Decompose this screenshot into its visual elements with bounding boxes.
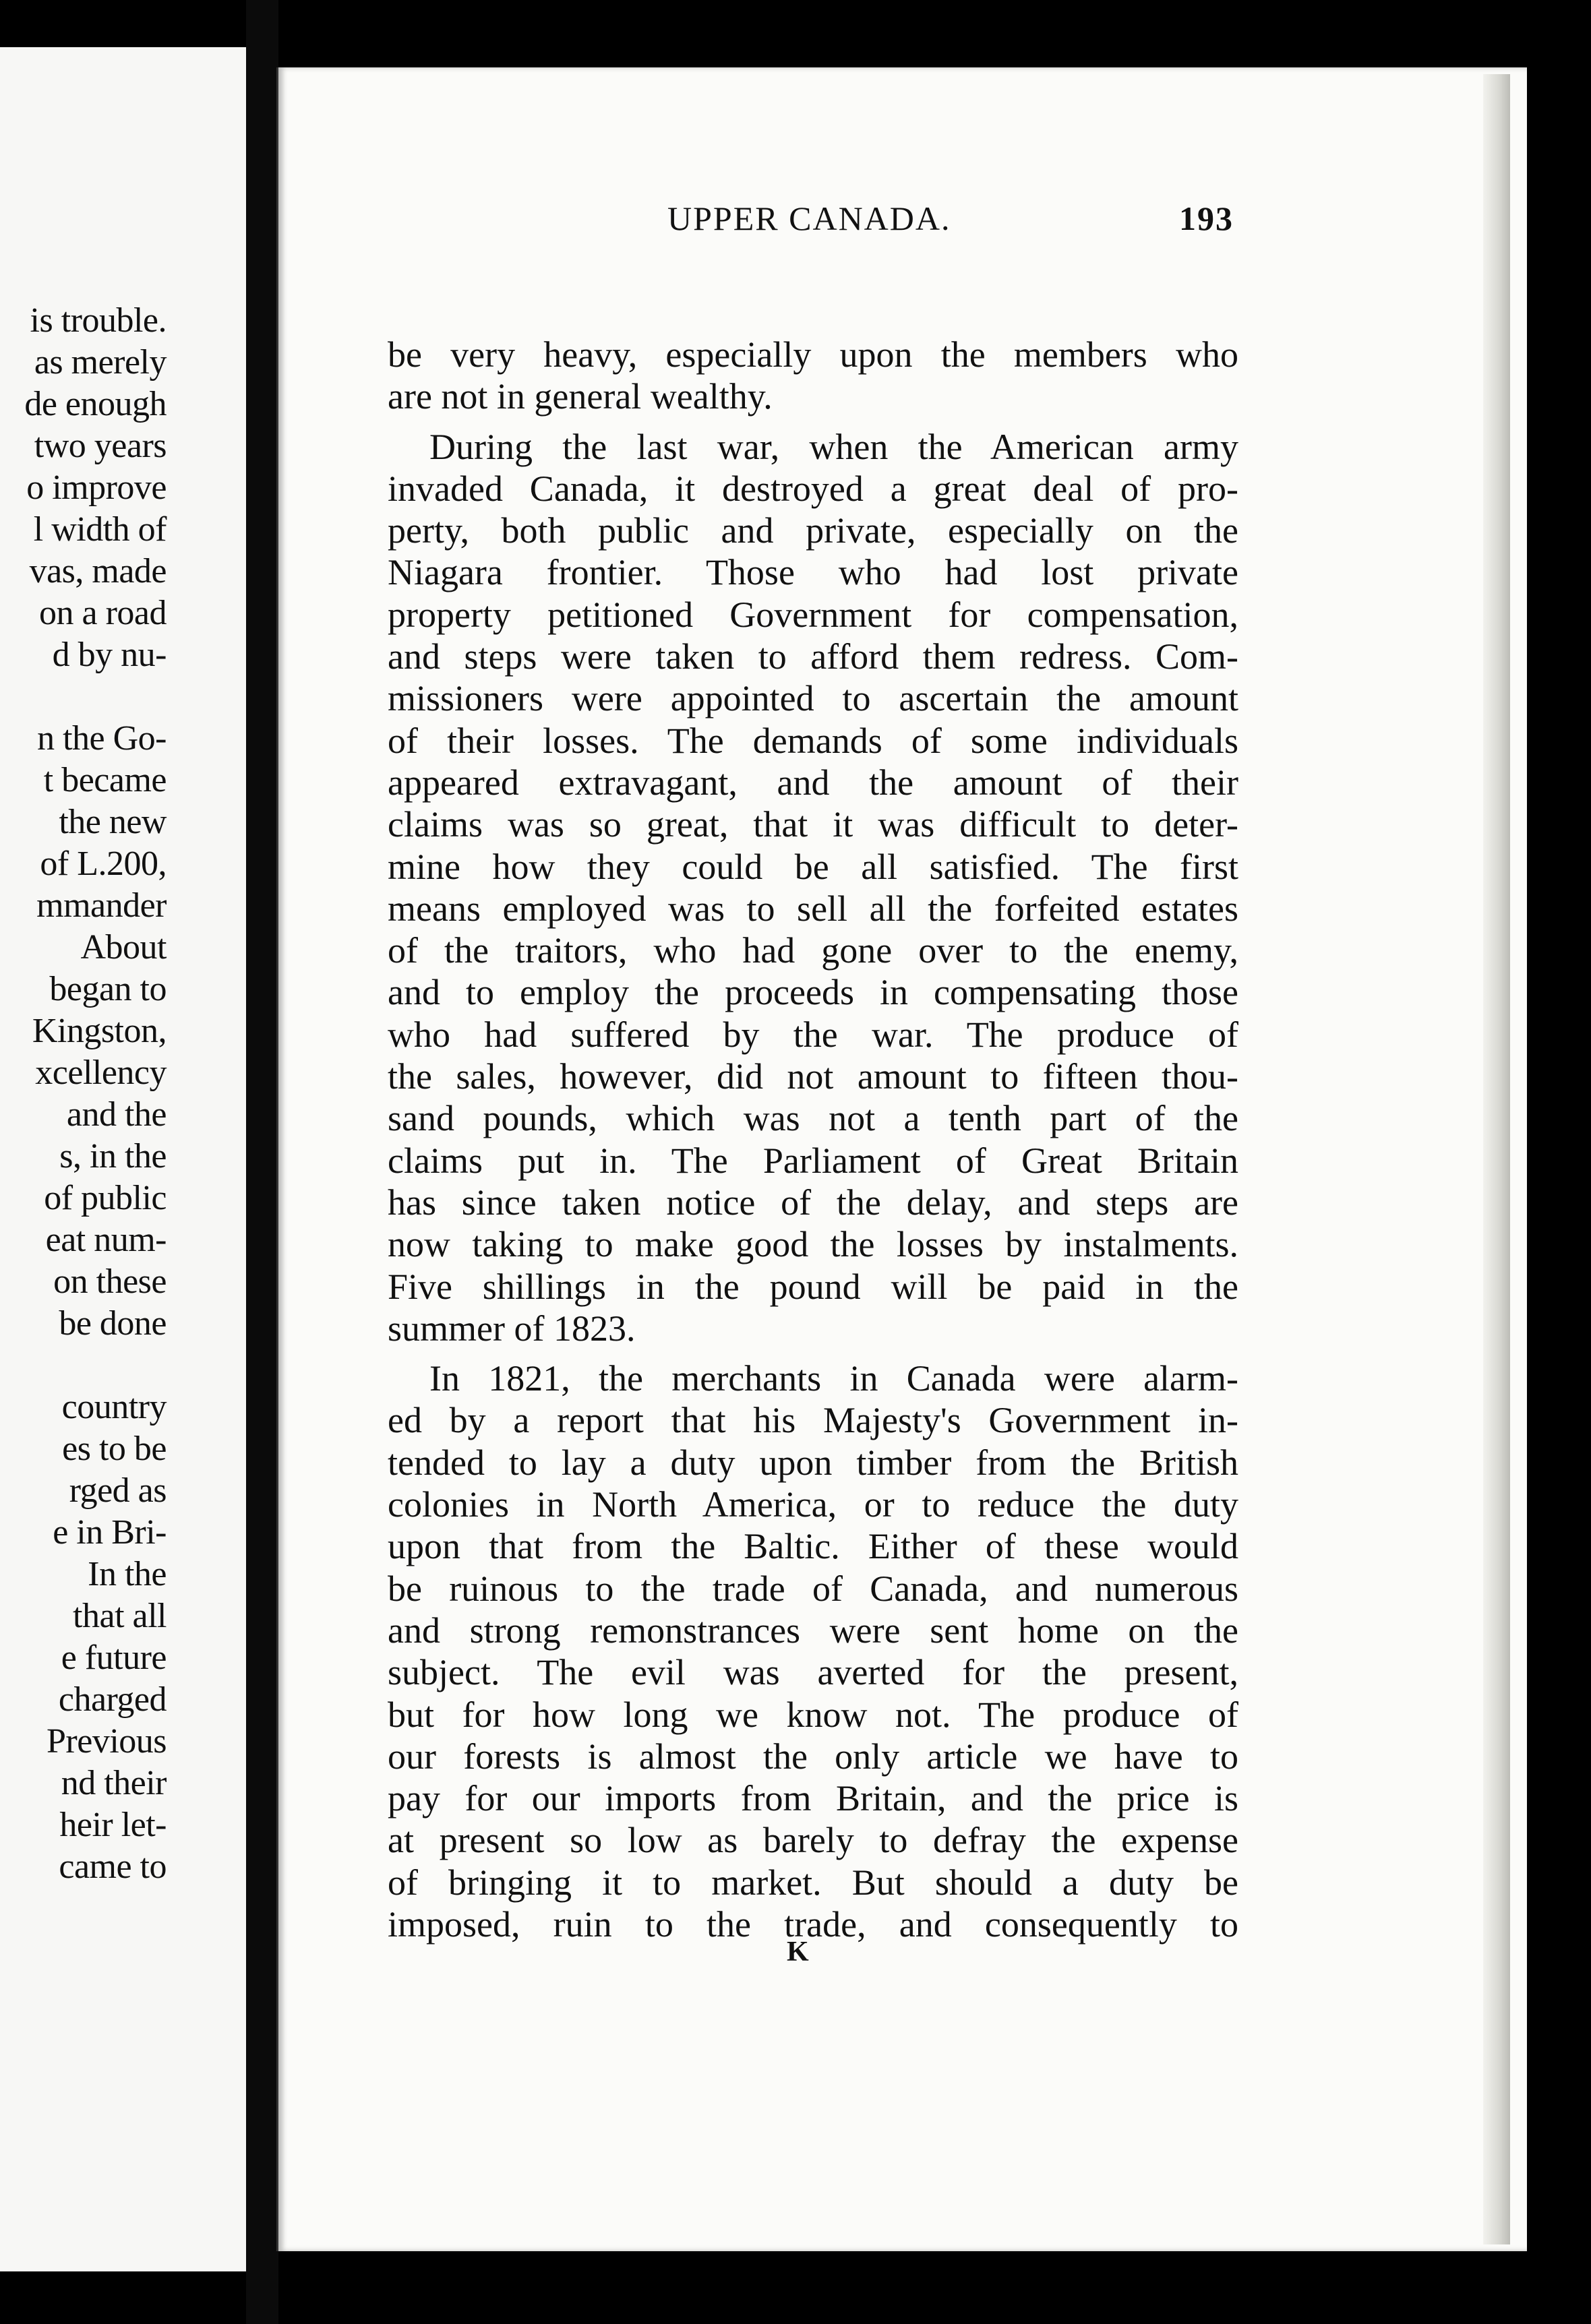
page-header <box>384 199 1234 246</box>
text-line: sand pounds, which was not a tenth part of the <box>388 1098 1238 1139</box>
left-page-line: de enough <box>24 385 167 423</box>
left-page <box>0 47 250 2271</box>
left-page-line: of public <box>44 1179 167 1217</box>
text-line: property petitioned Government for compensation, <box>388 594 1238 635</box>
text-line: has since taken notice of the delay, and steps are <box>388 1182 1238 1223</box>
text-line: at present so low as barely to defray the expense <box>388 1820 1238 1861</box>
left-page-line: e in Bri- <box>53 1513 167 1552</box>
text-line: claims was so great, that it was difficult to deter- <box>388 804 1238 845</box>
left-page-line: nd their <box>61 1764 167 1802</box>
page-edge <box>1483 74 1510 2244</box>
text-line: mine how they could be all satisfied. The first <box>388 846 1238 887</box>
left-page-line: came to <box>59 1847 167 1886</box>
left-page-line: began to <box>49 970 167 1008</box>
text-line: upon that from the Baltic. Either of these would <box>388 1526 1238 1567</box>
text-line: of the traitors, who had gone over to the enemy, <box>388 930 1238 971</box>
paragraph <box>388 426 1238 1350</box>
text-line: appeared extravagant, and the amount of their <box>388 762 1238 803</box>
left-page-line: eat num- <box>45 1221 167 1259</box>
body-text <box>388 334 1238 1945</box>
left-page-line: and the <box>66 1095 167 1134</box>
paragraph <box>388 334 1238 418</box>
text-line: now taking to make good the losses by instalments. <box>388 1224 1238 1265</box>
text-line: be ruinous to the trade of Canada, and numerous <box>388 1568 1238 1609</box>
text-line: be very heavy, especially upon the members who <box>388 334 1238 375</box>
text-line: and strong remonstrances were sent home on the <box>388 1610 1238 1651</box>
left-page-line: country <box>61 1388 167 1426</box>
text-line: Five shillings in the pound will be paid in the <box>388 1266 1238 1307</box>
text-line: tended to lay a duty upon timber from the British <box>388 1442 1238 1483</box>
left-page-line: is trouble. <box>30 301 167 340</box>
text-line: colonies in North America, or to reduce the duty <box>388 1484 1238 1525</box>
left-page-line: the new <box>59 803 167 841</box>
left-page-line: on a road <box>39 594 167 632</box>
left-page-line: Kingston, <box>32 1012 167 1050</box>
left-page-line: d by nu- <box>52 636 167 674</box>
text-line: and to employ the proceeds in compensating those <box>388 972 1238 1013</box>
text-line: of bringing it to market. But should a duty be <box>388 1862 1238 1903</box>
left-page-line: charged <box>58 1680 167 1719</box>
left-page-line: be done <box>59 1304 167 1343</box>
left-page-line: rged as <box>69 1471 167 1510</box>
left-page-line: on these <box>53 1262 167 1301</box>
left-page-line: About <box>80 928 167 967</box>
left-page-line: as merely <box>34 343 167 381</box>
left-page-line: In the <box>88 1555 167 1593</box>
text-line: our forests is almost the only article we have to <box>388 1736 1238 1777</box>
left-page-line: mmander <box>36 886 167 925</box>
text-line: claims put in. The Parliament of Great Britain <box>388 1140 1238 1181</box>
left-page-line: o improve <box>26 468 167 507</box>
book-gutter <box>246 0 278 2324</box>
left-page-text <box>0 300 167 1888</box>
left-page-line: vas, made <box>29 552 167 590</box>
left-page-line: l width of <box>33 510 167 549</box>
left-page-line <box>0 676 167 718</box>
text-line: subject. The evil was averted for the present, <box>388 1652 1238 1693</box>
left-page-line: of L.200, <box>40 845 167 883</box>
text-line: are not in general wealthy. <box>388 376 773 417</box>
page-number: 193 <box>1179 200 1234 237</box>
left-page-line: es to be <box>62 1430 167 1468</box>
left-page-line: that all <box>73 1597 167 1635</box>
text-line: invaded Canada, it destroyed a great deal of pro- <box>388 468 1238 509</box>
text-line: ed by a report that his Majesty's Government in- <box>388 1400 1238 1441</box>
text-line: imposed, ruin to the trade, and consequently to <box>388 1903 1238 1945</box>
left-page-line: s, in the <box>59 1137 167 1175</box>
text-line: In 1821, the merchants in Canada were alarm- <box>429 1358 1238 1399</box>
left-page-line: xcellency <box>35 1053 167 1092</box>
text-line: During the last war, when the American army <box>429 426 1238 467</box>
text-line: means employed was to sell all the forfeited estates <box>388 888 1238 929</box>
text-line: summer of 1823. <box>388 1308 636 1349</box>
signature-mark: K <box>787 1936 809 1967</box>
text-line: pay for our imports from Britain, and the price is <box>388 1778 1238 1819</box>
left-page-line: Previous <box>47 1722 167 1761</box>
left-page-line: t became <box>43 761 167 799</box>
left-page-line: two years <box>34 427 167 465</box>
left-page-line <box>0 1345 167 1386</box>
text-line: of their losses. The demands of some individuals <box>388 720 1238 761</box>
paragraph <box>388 1357 1238 1945</box>
paragraph-gap <box>388 418 1238 426</box>
text-line: perty, both public and private, especially on the <box>388 510 1238 551</box>
running-title: UPPER CANADA. <box>667 200 951 237</box>
left-page-line: e future <box>61 1639 167 1677</box>
left-page-line: heir let- <box>59 1806 167 1844</box>
text-line: who had suffered by the war. The produce of <box>388 1014 1238 1055</box>
text-line: missioners were appointed to ascertain the amount <box>388 678 1238 719</box>
text-line: Niagara frontier. Those who had lost private <box>388 552 1238 593</box>
paragraph-gap <box>388 1349 1238 1357</box>
left-page-line: n the Go- <box>37 719 167 758</box>
text-line: the sales, however, did not amount to fifteen thou- <box>388 1056 1238 1097</box>
text-line: but for how long we know not. The produce of <box>388 1694 1238 1735</box>
text-line: and steps were taken to afford them redress. Com- <box>388 636 1238 677</box>
